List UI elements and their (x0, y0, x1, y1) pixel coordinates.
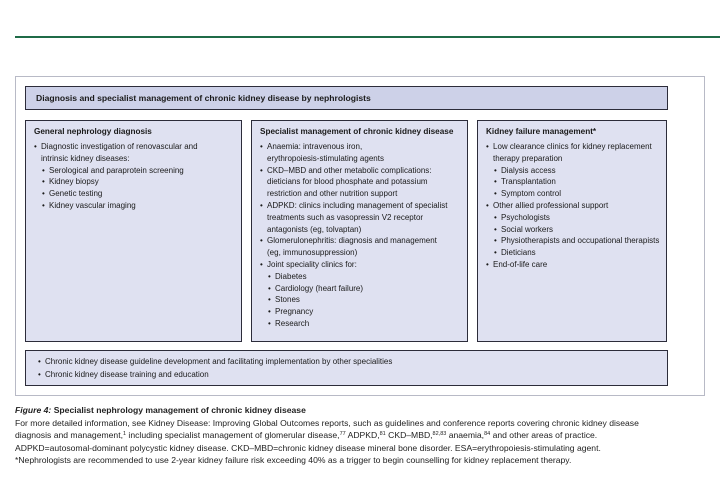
list-item: • Diagnostic investigation of renovascular and (34, 141, 237, 153)
list-item: • Cardiology (heart failure) (268, 283, 463, 295)
list-item: • Transplantation (494, 176, 662, 188)
reference-marker: 84 (484, 431, 491, 438)
caption-line: *Nephrologists are recommended to use 2-year kidney failure risk exceeding 40% as a trigger to begin counselling for kidney replacement therapy. (15, 455, 572, 466)
list-item: treatments such as vasopressin V2 receptor (267, 212, 424, 222)
specialist-management-box (251, 120, 468, 342)
box-title: General nephrology diagnosis (34, 127, 152, 136)
list-item: • Serological and paraprotein screening (42, 165, 237, 177)
caption-line: diagnosis and management,$^1$ including specialist management of glomerular disease,$^{77}$ ADPKD,$^{81}$ CKD–MBD,$^{82,83}$ anaemia,$^{84}$ and other areas of practice. (15, 430, 598, 441)
bottom-box (25, 350, 668, 386)
reference-marker: 1 (122, 431, 127, 438)
list-item: (eg, immunosuppression) (267, 248, 358, 258)
list-item: intrinsic kidney diseases: (41, 153, 130, 163)
list-item: • Symptom control (494, 188, 662, 200)
figure-caption (15, 404, 715, 467)
list-item: • Kidney vascular imaging (42, 200, 237, 212)
reference-marker: 82,83 (432, 431, 447, 438)
list-item: • Physiotherapists and occupational therapists (494, 235, 662, 247)
list-item: • Chronic kidney disease training and education (38, 369, 392, 382)
list-item: • Genetic testing (42, 188, 237, 200)
list-item: • Psychologists (494, 212, 662, 224)
diagram-header (25, 86, 668, 110)
list-item: • Social workers (494, 224, 662, 236)
list-item: • Dialysis access (494, 165, 662, 177)
list-item: • Anaemia: intravenous iron, (260, 141, 463, 153)
list-item: antagonists (eg, tolvaptan) (267, 224, 362, 234)
list-item: • Stones (268, 294, 463, 306)
kidney-failure-box (477, 120, 667, 342)
list-item: • End-of-life care (486, 259, 662, 271)
reference-marker: 77 (339, 431, 346, 438)
list-item: • Pregnancy (268, 306, 463, 318)
box-title: Kidney failure management* (486, 127, 597, 136)
list-item: • Kidney biopsy (42, 176, 237, 188)
box-title: Specialist management of chronic kidney disease (260, 127, 454, 136)
list-item: erythropoiesis-stimulating agents (267, 153, 384, 163)
list-item: • ADPKD: clinics including management of specialist (260, 200, 463, 212)
list-item: restriction and other nutrition support (267, 189, 398, 199)
list-item: dieticians for blood phosphate and potassium (267, 177, 428, 187)
list-item: • Other allied professional support (486, 200, 662, 212)
figure-label: Figure 4: (15, 405, 52, 415)
list-item: • Low clearance clinics for kidney replacement (486, 141, 662, 153)
caption-line: For more detailed information, see Kidney Disease: Improving Global Outcomes reports, such as guidelines and conference reports covering chronic kidney disease (15, 417, 639, 428)
list-item: • Diabetes (268, 271, 463, 283)
list-item: therapy preparation (493, 153, 563, 163)
caption-line: ADPKD=autosomal-dominant polycystic kidney disease. CKD–MBD=chronic kidney disease mineral bone disorder. ESA=erythropoiesis-stimulating agent. (15, 442, 601, 453)
general-nephrology-box (25, 120, 242, 342)
list-item: • Glomerulonephritis: diagnosis and management (260, 235, 463, 247)
figure-title: Specialist nephrology management of chronic kidney disease (53, 405, 306, 415)
reference-marker: 81 (379, 431, 386, 438)
list-item: • Research (268, 318, 463, 330)
list-item: • Chronic kidney disease guideline development and facilitating implementation by other specialities (38, 356, 392, 369)
list-item: • CKD–MBD and other metabolic complications: (260, 165, 463, 177)
list-item: • Dieticians (494, 247, 662, 259)
list-item: • Joint speciality clinics for: (260, 259, 463, 271)
top-rule (15, 36, 720, 38)
diagram-header-text: Diagnosis and specialist management of chronic kidney disease by nephrologists (36, 93, 371, 103)
